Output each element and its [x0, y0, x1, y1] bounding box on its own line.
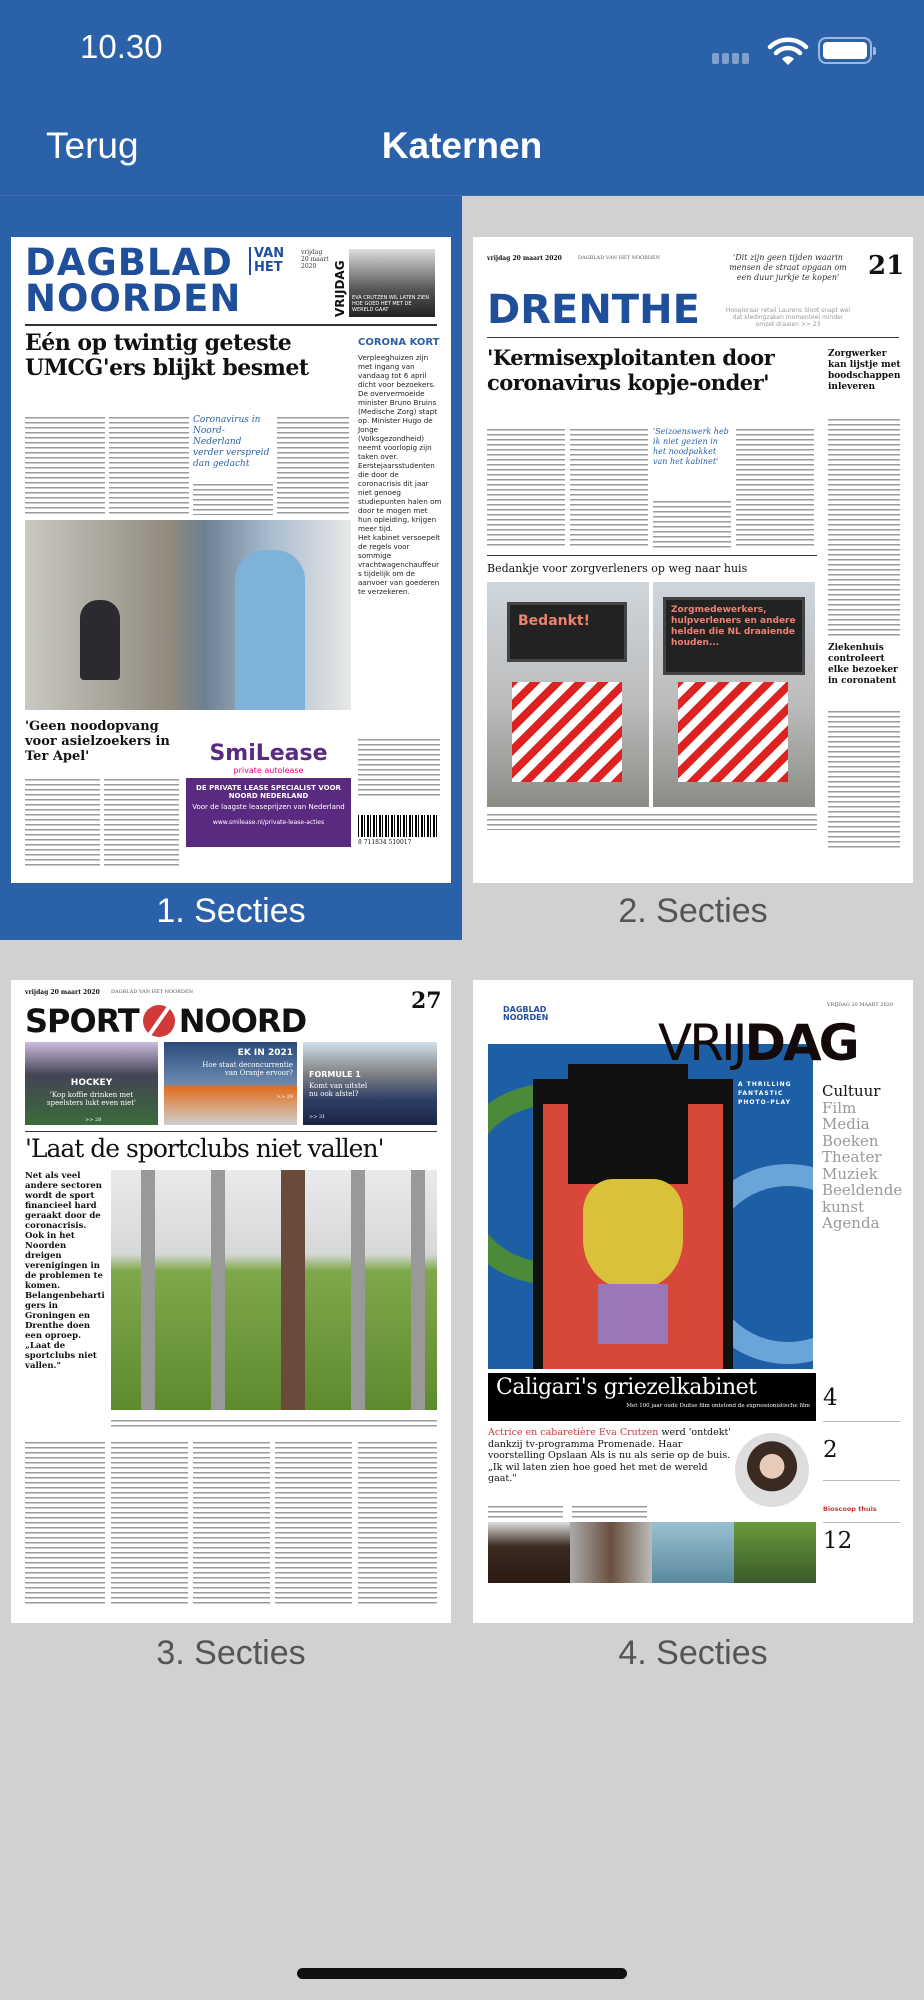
- status-time: 10.30: [80, 28, 163, 65]
- pull-quote: 'Seizoenswerk heb ik niet gezien in het noodpakket van het kabinet': [653, 427, 729, 466]
- tile-ek-2021[interactable]: EK IN 2021 Hoe staat deconcurrentie van Oranje ervoor? >> 29: [164, 1042, 297, 1125]
- film-photo-strip: [488, 1522, 816, 1583]
- photo-sign-2: Zorgmedewerkers, hulpverleners en andere helden die NL draaiende houden...: [653, 582, 815, 807]
- home-indicator[interactable]: [297, 1968, 627, 1979]
- headline: Eén op twintig geteste UMCG'ers blijkt besmet: [25, 330, 309, 381]
- date: vrijdag 20 maart 2020: [25, 989, 100, 996]
- smilease-ad[interactable]: SmiLease private autolease DE PRIVATE LEASE SPECIALIST VOOR NOORD NEDERLAND Voor de laagste leaseprijzen van Nederland www.smilease.nl/private-lease-acties: [186, 737, 351, 847]
- section-cell-1[interactable]: [0, 196, 462, 940]
- section-label: 3. Secties: [156, 1634, 306, 1672]
- tile-formule-1[interactable]: FORMULE 1 Komt van uitstel nu ook afstel? >> 31: [303, 1042, 437, 1125]
- barcode-number: 8 711834 510017: [358, 839, 412, 846]
- date: vrijdag 20 maart 2020: [301, 249, 329, 270]
- bioscoop-label: Bioscoop thuis: [823, 1505, 877, 1513]
- caligari-banner: Caligari's griezelkabinet Met 100 jaar oude Duitse film ontstond de expressionistische film: [488, 1373, 816, 1421]
- page-ref: 12: [823, 1528, 853, 1554]
- barcode: [358, 815, 438, 837]
- quote-source: Hoogleraar retail Laurens Sloot snapt wel dat kledingzaken momenteel minder omzet draaien >> 23: [725, 307, 851, 328]
- caligari-poster: A THRILLING FANTASTIC PHOTO-PLAY: [488, 1044, 813, 1369]
- vrijdag-label: VRIJDAG: [333, 260, 347, 317]
- paper-name: DAGBLAD VAN HET NOORDEN: [578, 255, 660, 261]
- subhead: Coronavirus in Noord-Nederland verder verspreid dan gedacht: [193, 415, 270, 469]
- sport-field-photo: [111, 1170, 437, 1410]
- page-ref: 4: [823, 1385, 838, 1411]
- date: VRIJDAG 20 MAART 2020: [826, 1002, 893, 1008]
- section-title: DRENTHE: [487, 287, 700, 333]
- navigation-bar: [0, 0, 924, 196]
- masthead-van-het: VAN HET: [249, 247, 284, 275]
- promo-photo: EVA CRUTZEN WIL LATEN ZIEN HOE GOED HET MET DE WERELD GAAT: [349, 249, 435, 317]
- section-thumbnail-3[interactable]: [11, 980, 451, 1623]
- wifi-icon: [766, 36, 810, 66]
- section-thumbnail-2[interactable]: [473, 237, 913, 883]
- section-cell-2[interactable]: [462, 196, 924, 940]
- eva-crutzen-photo: [735, 1433, 809, 1507]
- masthead: DAGBLAD NOORDEN: [25, 241, 242, 320]
- section-cell-3[interactable]: [0, 940, 462, 1680]
- signal-icon: [712, 53, 749, 64]
- tile-hockey[interactable]: HOCKEY 'Kop koffie drinken met speelsters lukt even niet' >> 28: [25, 1042, 158, 1125]
- headline-2: Bedankje voor zorgverleners op weg naar huis: [487, 562, 748, 575]
- paper-logo: DAGBLAD NOORDEN: [503, 1005, 549, 1022]
- sidebar-title: CORONA KORT: [358, 337, 440, 348]
- side-headline-1: Zorgwerker kan lijstje met boodschappen inleveren: [828, 349, 901, 392]
- front-photo: [25, 520, 351, 710]
- section-thumbnail-1[interactable]: [11, 237, 451, 883]
- battery-icon: [818, 37, 872, 64]
- quote: 'Dit zijn geen tijden waarin mensen de straat opgaan om een duur jurkje te kopen': [729, 253, 847, 282]
- photo-sign-1: Bedankt!: [487, 582, 649, 807]
- section-label: 4. Secties: [618, 1634, 768, 1672]
- category-list: Cultuur Film Media Boeken Theater Muziek Beeldende kunst Agenda: [822, 1082, 903, 1232]
- headline: 'Laat de sportclubs niet vallen': [25, 1134, 384, 1163]
- page-number: 27: [411, 988, 442, 1014]
- paper-name: DAGBLAD VAN HET NOORDEN: [111, 989, 193, 995]
- section-thumbnail-4[interactable]: [473, 980, 913, 1623]
- corona-kort-list: Verpleeghuizen zijn met ingang van vandaag tot 6 april dicht voor bezoekers. De oververmoeide minister Bruno Bruins (Medische Zorg) stapt op. Minister Hugo de Jonge (Volksgezondheid) neemt voorlopig zijn taken over. Eerstejaarsstudenten die door de coronacrisis dit jaar niet genoeg studiepunten halen om door te mogen met hun opleiding, krijgen meer tijd. Het kabinet versoepelt de regels voor sommige vrachtwagenchauffeurs tijdelijk om de aanvoer van goederen te verzekeren.: [358, 353, 442, 596]
- teaser: Actrice en cabaretière Eva Crutzen werd 'ontdekt' dankzij tv-programma Promenade. Haar voorstelling Opslaan Als is nu als serie op de buis. „Ik wil laten zien hoe goed het met de wereld gaat.": [488, 1427, 731, 1484]
- section-label: 2. Secties: [618, 892, 768, 930]
- side-headline-2: Ziekenhuis controleert elke bezoeker in coronatent: [828, 643, 898, 686]
- section-cell-4[interactable]: [462, 940, 924, 1680]
- date: vrijdag 20 maart 2020: [487, 255, 562, 262]
- headline: 'Kermisexploitanten door coronavirus kopje-onder': [487, 345, 775, 395]
- intro-text: Net als veel andere sectoren wordt de sport financieel hard geraakt door de coronacrisis. Ook in het Noorden dreigen verenigingen in de problemen te komen. Belangenbehartigers in Groningen en Drenthe doen een oproep. „Laat de sportclubs niet vallen.": [25, 1171, 105, 1371]
- headline-2: 'Geen noodopvang voor asielzoekers in Ter Apel': [25, 719, 170, 764]
- page-title: Katernen: [381, 125, 543, 166]
- vrijdag-title: VRIJDAG: [658, 1014, 857, 1072]
- sport-noord-logo: SPORT NOORD: [25, 1002, 307, 1040]
- page-number: 21: [868, 251, 905, 281]
- back-button[interactable]: Terug: [46, 125, 139, 166]
- section-label: 1. Secties: [156, 892, 306, 930]
- page-ref: 2: [823, 1437, 838, 1463]
